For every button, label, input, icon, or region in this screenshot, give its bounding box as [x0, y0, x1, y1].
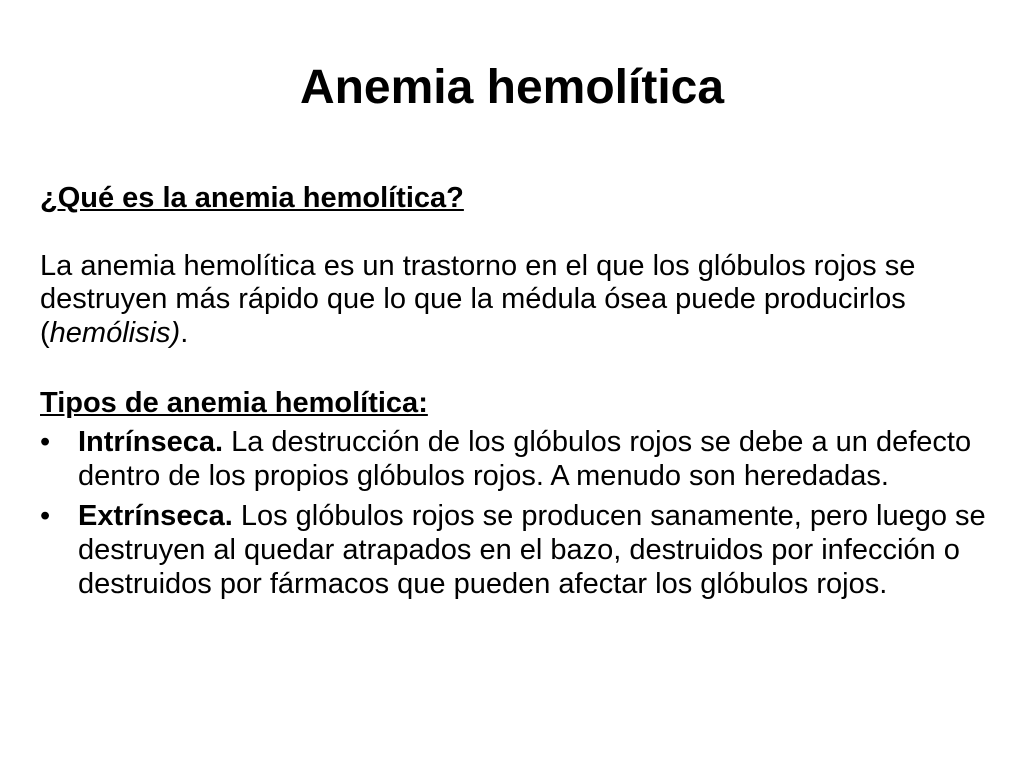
list-item: [40, 426, 990, 493]
slide-title: Anemia hemolítica: [299, 61, 725, 114]
types-heading: Tipos de anemia hemolítica:: [40, 386, 428, 419]
definition-text: La anemia hemolítica es un trastorno en el que los glóbulos rojos se destruyen más rápido que lo que la médula ósea puede producirlos (: [40, 249, 916, 349]
type-term: Intrínseca.: [78, 426, 224, 459]
types-list: [40, 426, 990, 601]
bullet-icon: •: [40, 500, 51, 533]
question-heading: ¿Qué es la anemia hemolítica?: [40, 182, 464, 214]
type-description: Los glóbulos rojos se producen sanamente, pero luego se destruyen al quedar atrapados en el bazo, destruidos por infección o destruidos por fármacos que pueden afectar los glóbulos rojos.: [78, 500, 986, 600]
definition-emphasis: hemólisis): [49, 316, 181, 349]
list-item: [40, 500, 990, 601]
type-term: Extrínseca.: [78, 500, 233, 533]
type-description: La destrucción de los glóbulos rojos se debe a un defecto dentro de los propios glóbulos rojos. A menudo son heredadas.: [78, 426, 972, 492]
bullet-icon: •: [40, 426, 51, 459]
definition-end: .: [180, 316, 189, 349]
definition-paragraph: [40, 250, 990, 351]
slide-content: [40, 182, 990, 608]
